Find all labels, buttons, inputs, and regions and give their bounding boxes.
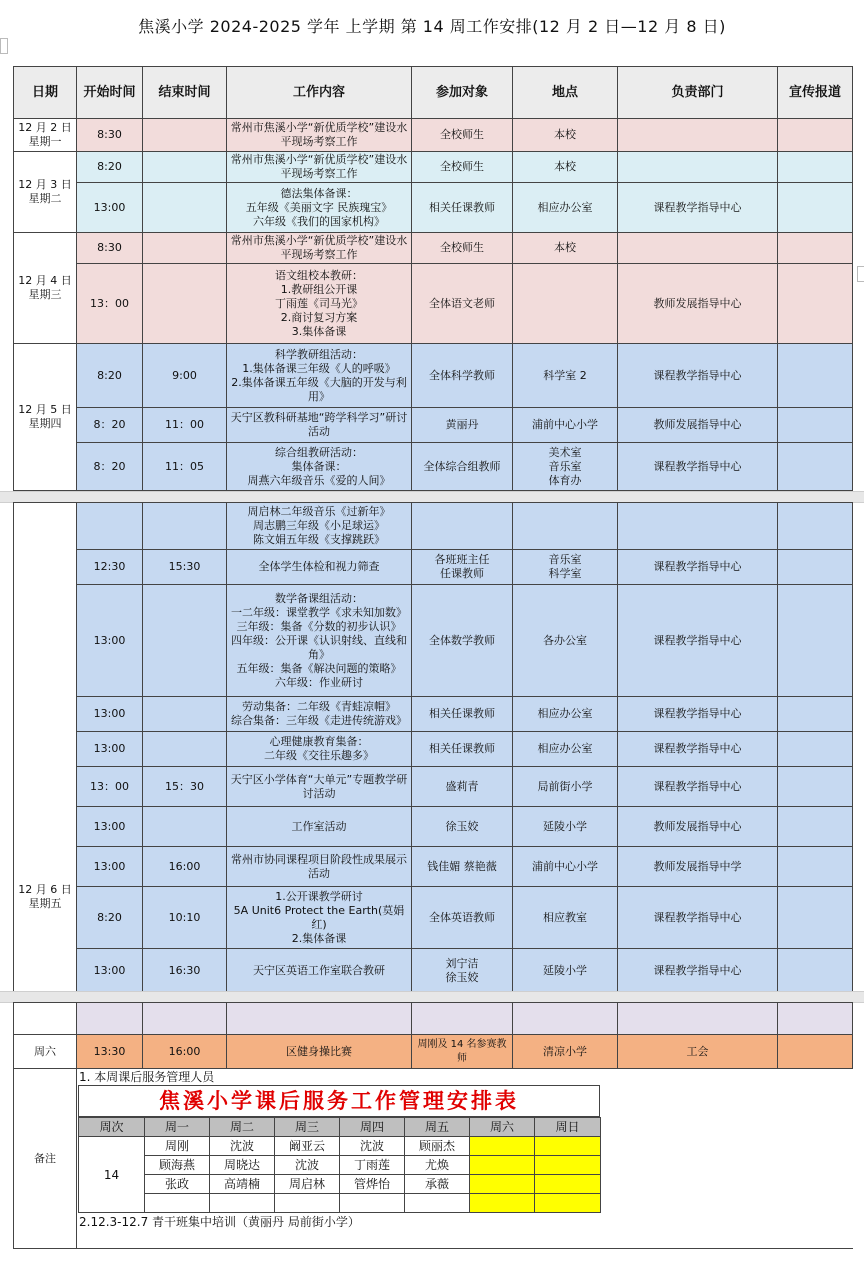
location: [513, 264, 618, 344]
participants: 全体语文老师: [412, 264, 513, 344]
staff-name: [210, 1194, 275, 1213]
department: 课程教学指导中心: [618, 887, 778, 949]
weekend-cell: [470, 1137, 535, 1156]
end-time: 16:30: [143, 949, 227, 993]
staff-name: 周晓达: [210, 1156, 275, 1175]
inner-header: 周二: [210, 1118, 275, 1137]
participants: 相关任课教师: [412, 732, 513, 767]
location-line: 科学室: [548, 567, 582, 580]
header-report: 宣传报道: [778, 67, 853, 119]
participants: 全体数学教师: [412, 585, 513, 697]
start-time: 8：20: [77, 443, 143, 491]
participants-line: 刘宁洁: [445, 956, 479, 970]
location: 各办公室: [513, 585, 618, 697]
work-content: [227, 807, 412, 847]
work-content: [227, 233, 412, 264]
start-time: 12:30: [77, 550, 143, 585]
publicity: [778, 183, 853, 233]
work-content-line: 陈文娟五年级《支撑跳跃》: [253, 533, 385, 546]
note-2: 2.12.3-12.7 青干班集中培训（黄丽丹 局前街小学）: [79, 1215, 360, 1229]
inner-row: [79, 1137, 601, 1156]
staff-name: 承薇: [405, 1175, 470, 1194]
location-line: 音乐室: [548, 553, 582, 566]
staff-name: 阚亚云: [275, 1137, 340, 1156]
work-content-line: 三年级：集备《分数的初步认识》: [236, 619, 402, 633]
start-time: 8:30: [77, 233, 143, 264]
weekend-cell: [470, 1194, 535, 1213]
start-time: 13:00: [77, 183, 143, 233]
end-time: 11：05: [143, 443, 227, 491]
date-cell-line: 12 月 5 日: [18, 403, 72, 416]
location: [513, 503, 618, 550]
saturday-target: 周刚及 14 名参赛教师: [412, 1035, 513, 1069]
location: [513, 550, 618, 585]
work-content-line: 德法集体备课：: [280, 186, 358, 200]
table-row: [14, 732, 853, 767]
location-line: 体育办: [548, 473, 582, 487]
publicity: [778, 503, 853, 550]
location: 局前街小学: [513, 767, 618, 807]
work-content-line: 丁雨莲《司马光》: [275, 296, 363, 310]
weekend-cell: [535, 1156, 601, 1175]
header-target: 参加对象: [412, 67, 513, 119]
staff-name: 顾海燕: [145, 1156, 210, 1175]
start-time: 13：00: [77, 767, 143, 807]
staff-name: 高靖楠: [210, 1175, 275, 1194]
work-content-line: 心理健康教育集备：: [269, 735, 369, 748]
work-content-line: 六年级《我们的国家机构》: [253, 214, 385, 228]
publicity: [778, 585, 853, 697]
participants: 黄丽丹: [412, 408, 513, 443]
end-time: 10:10: [143, 887, 227, 949]
department: 课程教学指导中心: [618, 183, 778, 233]
inner-schedule: [78, 1117, 601, 1213]
work-content-line: 常州市焦溪小学“新优质学校”建设水平现场考察工作: [230, 121, 408, 148]
work-content-line: 3.集体备课: [291, 324, 347, 338]
department: 教师发展指导中心: [618, 408, 778, 443]
publicity: [778, 847, 853, 887]
end-time: [143, 152, 227, 183]
date-cell-line: 星期一: [28, 135, 62, 148]
table-row: [14, 847, 853, 887]
department: 课程教学指导中心: [618, 767, 778, 807]
publicity: [778, 767, 853, 807]
work-content: [227, 408, 412, 443]
weekend-cell: [470, 1156, 535, 1175]
department: 课程教学指导中心: [618, 732, 778, 767]
work-content-line: 2.集体备课: [291, 931, 347, 945]
participants: 徐玉姣: [412, 807, 513, 847]
saturday-label: 周六: [14, 1035, 77, 1069]
table-row: [14, 949, 853, 993]
work-content: [227, 732, 412, 767]
staff-name: 尤焕: [405, 1156, 470, 1175]
end-time: 16:00: [143, 847, 227, 887]
end-time: 15：30: [143, 767, 227, 807]
table-row: [14, 585, 853, 697]
work-content: [227, 847, 412, 887]
department: [618, 152, 778, 183]
staff-name: [275, 1194, 340, 1213]
staff-name: 沈波: [340, 1137, 405, 1156]
weekend-cell: [470, 1175, 535, 1194]
end-time: [143, 732, 227, 767]
work-content-line: 五年级：集备《解决问题的策略》: [236, 661, 402, 675]
location: 本校: [513, 119, 618, 152]
location: 相应办公室: [513, 732, 618, 767]
work-content-line: 工作室活动: [291, 819, 347, 833]
department: 课程教学指导中心: [618, 697, 778, 732]
date-cell-line: 星期二: [28, 192, 62, 205]
end-time: [143, 807, 227, 847]
work-content: [227, 550, 412, 585]
location: [513, 443, 618, 491]
participants: 全体科学教师: [412, 344, 513, 408]
publicity: [778, 344, 853, 408]
staff-name: [340, 1194, 405, 1213]
date-cell-line: 12 月 2 日: [18, 121, 72, 134]
schedule-table-page-3: [13, 1002, 853, 1249]
work-content-line: 1.教研组公开课: [280, 282, 358, 296]
participants: 全校师生: [412, 233, 513, 264]
saturday-start: 13:30: [77, 1035, 143, 1069]
saturday-place: 清凉小学: [513, 1035, 618, 1069]
department: 课程教学指导中心: [618, 443, 778, 491]
header-row: [14, 67, 853, 119]
weekend-cell: [535, 1137, 601, 1156]
staff-name: 顾丽杰: [405, 1137, 470, 1156]
publicity: [778, 697, 853, 732]
table-row: [14, 233, 853, 264]
inner-header: 周日: [535, 1118, 601, 1137]
date-cell: [14, 503, 77, 993]
work-content-line: 常州市焦溪小学“新优质学校”建设水平现场考察工作: [230, 153, 408, 180]
work-content-line: 一二年级：课堂教学《求未知加数》: [231, 605, 407, 619]
start-time: 8:30: [77, 119, 143, 152]
end-time: [143, 585, 227, 697]
saturday-row: [14, 1035, 853, 1069]
header-content: 工作内容: [227, 67, 412, 119]
publicity: [778, 550, 853, 585]
start-time: 8:20: [77, 887, 143, 949]
work-content-line: 天宁区教科研基地“跨学科学习”研讨活动: [230, 411, 408, 438]
inner-row: [79, 1156, 601, 1175]
date-cell: [14, 233, 77, 344]
staff-name: [405, 1194, 470, 1213]
header-place: 地点: [513, 67, 618, 119]
notes-row: [14, 1069, 853, 1249]
staff-name: 周刚: [145, 1137, 210, 1156]
scroll-marker-left: [0, 38, 8, 54]
start-time: 13：00: [77, 264, 143, 344]
date-cell-line: 星期五: [28, 897, 62, 910]
notes-cell: [77, 1069, 853, 1249]
work-content-line: 周志鹏三年级《小足球运》: [253, 519, 385, 532]
date-cell: [14, 152, 77, 233]
location: 浦前中心小学: [513, 847, 618, 887]
participants: 全校师生: [412, 119, 513, 152]
participants-line: 徐玉姣: [445, 970, 479, 984]
work-content-line: 周燕六年级音乐《爱的人间》: [247, 473, 391, 487]
work-content-line: 常州市协同课程项目阶段性成果展示活动: [231, 852, 407, 880]
table-row: [14, 119, 853, 152]
publicity: [778, 408, 853, 443]
end-time: [143, 183, 227, 233]
table-row: [14, 344, 853, 408]
work-content-line: 天宁区小学体育“大单元”专题教学研讨活动: [230, 772, 408, 800]
publicity: [778, 152, 853, 183]
department: [618, 503, 778, 550]
work-content-line: 天宁区英语工作室联合教研: [253, 963, 385, 977]
work-content-line: 综合集备：三年级《走进传统游戏》: [231, 714, 407, 727]
work-content: [227, 767, 412, 807]
work-content-line: 5A Unit6 Protect the Earth(莫娟红): [233, 903, 405, 931]
department: 教师发展指导中心: [618, 264, 778, 344]
location: 本校: [513, 152, 618, 183]
end-time: [143, 233, 227, 264]
inner-table-title: 焦溪小学课后服务工作管理安排表: [78, 1085, 600, 1117]
table-row: [14, 550, 853, 585]
location: 相应办公室: [513, 183, 618, 233]
start-time: 8：20: [77, 408, 143, 443]
work-content-line: 五年级《美丽文字 民族瑰宝》: [245, 200, 393, 214]
header-start: 开始时间: [77, 67, 143, 119]
location: 相应教室: [513, 887, 618, 949]
work-content-line: 语文组校本教研：: [275, 268, 363, 282]
header-date: 日期: [14, 67, 77, 119]
location: 相应办公室: [513, 697, 618, 732]
work-content: [227, 443, 412, 491]
staff-name: 沈波: [210, 1137, 275, 1156]
saturday-dept: 工会: [618, 1035, 778, 1069]
date-cell-line: 12 月 4 日: [18, 274, 72, 287]
work-content: [227, 344, 412, 408]
inner-header: 周一: [145, 1118, 210, 1137]
inner-header: 周六: [470, 1118, 535, 1137]
work-content-line: 数学备课组活动：: [275, 591, 363, 605]
publicity: [778, 264, 853, 344]
schedule-table-page-1: [13, 66, 853, 491]
end-time: [143, 119, 227, 152]
work-content-line: 集体备课：: [291, 459, 347, 473]
table-row: [14, 443, 853, 491]
department: [618, 233, 778, 264]
work-content: [227, 152, 412, 183]
department: 课程教学指导中心: [618, 550, 778, 585]
work-content-line: 科学教研组活动：: [275, 347, 363, 361]
blank-row: [14, 1003, 853, 1035]
staff-name: 丁雨莲: [340, 1156, 405, 1175]
publicity: [778, 949, 853, 993]
start-time: [77, 503, 143, 550]
publicity: [778, 807, 853, 847]
location-line: 美术室: [548, 445, 582, 459]
work-content: [227, 585, 412, 697]
participants: 盛莉青: [412, 767, 513, 807]
table-row: [14, 408, 853, 443]
work-content-line: 六年级：作业研讨: [275, 675, 363, 689]
work-content: [227, 119, 412, 152]
end-time: 9:00: [143, 344, 227, 408]
inner-header: 周四: [340, 1118, 405, 1137]
work-content: [227, 949, 412, 993]
work-content: [227, 183, 412, 233]
participants: [412, 550, 513, 585]
department: 教师发展指导中学: [618, 847, 778, 887]
note-1: 1. 本周课后服务管理人员: [79, 1070, 215, 1084]
work-content: [227, 697, 412, 732]
inner-header: 周五: [405, 1118, 470, 1137]
inner-header: 周次: [79, 1118, 145, 1137]
location: 延陵小学: [513, 949, 618, 993]
department: 课程教学指导中心: [618, 949, 778, 993]
end-time: 15:30: [143, 550, 227, 585]
staff-name: [145, 1194, 210, 1213]
scroll-marker-right: [857, 266, 864, 282]
work-content-line: 劳动集备：二年级《青蛙凉帽》: [242, 700, 396, 713]
work-content-line: 2.商讨复习方案: [280, 310, 358, 324]
participants: 全体综合组教师: [412, 443, 513, 491]
inner-header-row: [79, 1118, 601, 1137]
work-content: [227, 887, 412, 949]
table-row: [14, 887, 853, 949]
publicity: [778, 887, 853, 949]
department: 课程教学指导中心: [618, 585, 778, 697]
end-time: 11：00: [143, 408, 227, 443]
table-row: [14, 183, 853, 233]
publicity: [778, 732, 853, 767]
start-time: 8:20: [77, 152, 143, 183]
location: 延陵小学: [513, 807, 618, 847]
start-time: 13:00: [77, 807, 143, 847]
start-time: 8:20: [77, 344, 143, 408]
location: 浦前中心小学: [513, 408, 618, 443]
work-content-line: 周启林二年级音乐《过新年》: [247, 505, 391, 518]
weekend-cell: [535, 1175, 601, 1194]
date-cell-line: 星期四: [28, 417, 62, 430]
work-content-line: 全体学生体检和视力筛查: [258, 560, 380, 573]
staff-name: 张政: [145, 1175, 210, 1194]
date-cell: [14, 119, 77, 152]
start-time: 13:00: [77, 949, 143, 993]
work-content: [227, 503, 412, 550]
work-content-line: 1.公开课教学研讨: [275, 889, 363, 903]
start-time: 13:00: [77, 847, 143, 887]
schedule-table-page-2: [13, 502, 853, 993]
participants: 相关任课教师: [412, 183, 513, 233]
start-time: 13:00: [77, 585, 143, 697]
participants-line: 各班班主任: [434, 553, 490, 566]
department: 教师发展指导中心: [618, 807, 778, 847]
publicity: [778, 233, 853, 264]
date-cell-line: 12 月 6 日: [18, 883, 72, 896]
department: 课程教学指导中心: [618, 344, 778, 408]
start-time: 13:00: [77, 732, 143, 767]
table-row: [14, 152, 853, 183]
participants: [412, 949, 513, 993]
inner-row: [79, 1175, 601, 1194]
notes-label: 备注: [14, 1069, 77, 1249]
work-content-line: 2.集体备课五年级《大脑的开发与利用》: [231, 375, 407, 403]
table-row: [14, 264, 853, 344]
work-content-line: 二年级《交往乐趣多》: [264, 749, 374, 762]
table-row: [14, 807, 853, 847]
after-school-service-table: [78, 1085, 600, 1213]
inner-row: [79, 1194, 601, 1213]
work-content-line: 四年级：公开课《认识射线、直线和角》: [231, 633, 407, 661]
end-time: [143, 697, 227, 732]
table-row: [14, 767, 853, 807]
department: [618, 119, 778, 152]
participants: 钱佳媚 蔡艳薇: [412, 847, 513, 887]
location: 科学室 2: [513, 344, 618, 408]
end-time: [143, 264, 227, 344]
saturday-end: 16:00: [143, 1035, 227, 1069]
publicity: [778, 443, 853, 491]
saturday-content: 区健身操比赛: [227, 1035, 412, 1069]
staff-name: 沈波: [275, 1156, 340, 1175]
inner-header: 周三: [275, 1118, 340, 1137]
date-cell-line: 星期三: [28, 288, 62, 301]
work-content: [227, 264, 412, 344]
table-row: [14, 697, 853, 732]
header-end: 结束时间: [143, 67, 227, 119]
participants: [412, 503, 513, 550]
page-title: 焦溪小学 2024-2025 学年 上学期 第 14 周工作安排(12 月 2 日—12 月 8 日): [138, 17, 726, 36]
date-cell-line: 12 月 3 日: [18, 178, 72, 191]
week-number: 14: [79, 1137, 145, 1213]
participants: 全校师生: [412, 152, 513, 183]
participants-line: 任课教师: [440, 567, 484, 580]
work-content-line: 1.集体备课三年级《人的呼吸》: [242, 361, 396, 375]
location-line: 音乐室: [548, 459, 582, 473]
staff-name: 周启林: [275, 1175, 340, 1194]
publicity: [778, 119, 853, 152]
work-content-line: 综合组教研活动：: [275, 445, 363, 459]
location: 本校: [513, 233, 618, 264]
staff-name: 管烨怡: [340, 1175, 405, 1194]
start-time: 13:00: [77, 697, 143, 732]
date-cell: [14, 344, 77, 491]
weekend-cell: [535, 1194, 601, 1213]
table-row: [14, 503, 853, 550]
end-time: [143, 503, 227, 550]
participants: 全体英语教师: [412, 887, 513, 949]
header-dept: 负责部门: [618, 67, 778, 119]
work-content-line: 常州市焦溪小学“新优质学校”建设水平现场考察工作: [230, 234, 408, 261]
participants: 相关任课教师: [412, 697, 513, 732]
